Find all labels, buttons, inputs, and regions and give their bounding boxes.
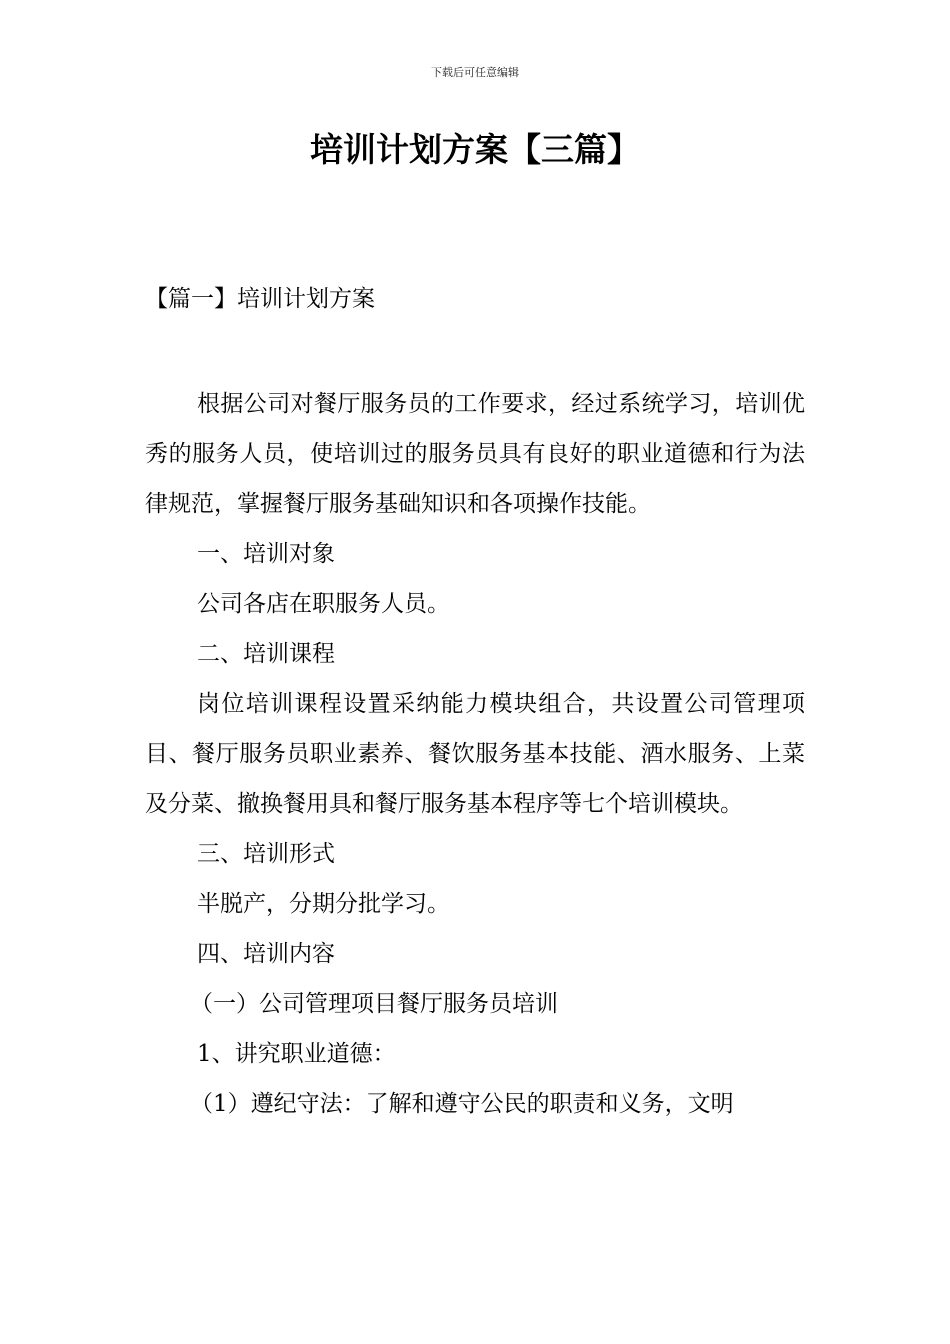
heading-training-course: 二、培训课程 (197, 641, 335, 667)
header-note: 下载后可任意编辑 (431, 66, 519, 79)
paragraph-training-target: 公司各店在职服务人员。 (197, 591, 450, 617)
document-title: 培训计划方案【三篇】 (310, 130, 640, 169)
heading-training-form: 三、培训形式 (197, 841, 335, 867)
list-item-law: （1）遵纪守法：了解和遵守公民的职责和义务，文明 (190, 1091, 734, 1117)
list-item-ethics: 1、讲究职业道德： (197, 1041, 396, 1067)
subheading-management: （一）公司管理项目餐厅服务员培训 (190, 991, 558, 1017)
intro-paragraph: 根据公司对餐厅服务员的工作要求，经过系统学习，培训优秀的服务人员，使培训过的服务员具有良好的职业道德和行为法律规范，掌握餐厅服务基础知识和各项操作技能。 (145, 391, 805, 517)
heading-training-target: 一、培训对象 (197, 541, 335, 567)
section-heading: 【篇一】培训计划方案 (145, 286, 375, 312)
heading-training-content: 四、培训内容 (197, 941, 335, 967)
paragraph-training-form: 半脱产，分期分批学习。 (197, 891, 450, 917)
paragraph-training-course: 岗位培训课程设置采纳能力模块组合，共设置公司管理项目、餐厅服务员职业素养、餐饮服务基本技能、酒水服务、上菜及分菜、撤换餐用具和餐厅服务基本程序等七个培训模块。 (145, 691, 805, 817)
document-body (145, 379, 805, 1129)
